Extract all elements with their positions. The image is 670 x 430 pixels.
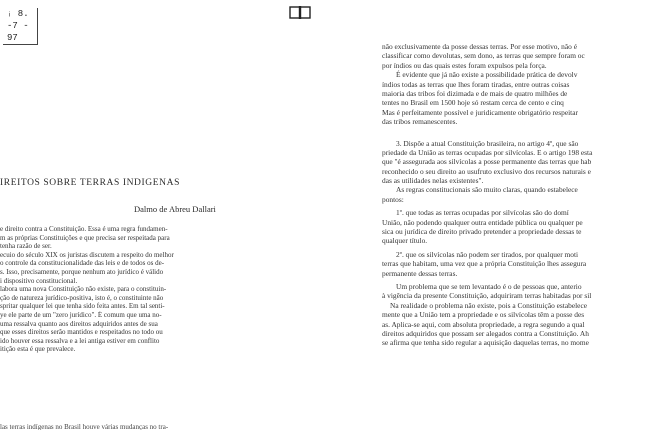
text-line: maioria das tribos foi dizimada e de mais de quatro milhões de xyxy=(382,88,568,98)
text-line: mente que a União tem a propriedade e os silvícolas têm a posse des xyxy=(382,310,585,320)
stamp-line: -7 - xyxy=(7,21,29,31)
text-line: priedade da União as terras ocupadas por silvícolas. E o artigo 198 esta xyxy=(382,147,593,157)
text-line: 2º. que os silvícolas não podem ser tirados, por qualquer moti xyxy=(396,249,579,259)
right-page xyxy=(360,0,670,430)
text-line: labora uma nova Constituição não existe, para o constituin- xyxy=(0,285,167,294)
text-line: ecuio do século XIX os juristas discutem a respeito do melhor xyxy=(0,250,174,259)
text-line: m as próprias Constituições e que precisa ser respeitada para xyxy=(0,233,170,242)
text-line: as. Aplica-se aqui, com absoluta propriedade, a regra segundo a qual xyxy=(382,319,585,329)
binding-mark xyxy=(289,6,311,20)
text-line: sica ou jurídica de direito privado pretender a propriedade dessas te xyxy=(382,227,582,237)
left-body-text xyxy=(0,225,300,354)
text-line: Na realidade o problema não existe, pois a Constituição estabelece xyxy=(390,300,588,310)
text-line: tenha razão de ser. xyxy=(0,242,52,251)
text-line: direitos adquiridos que possam ser alegados contra a Constituição. Ah xyxy=(382,328,589,338)
text-line: permanente dessas terras. xyxy=(382,268,458,278)
paragraph-gap xyxy=(382,127,670,139)
text-line: que esses direitos serão mantidos e respeitados no todo ou xyxy=(0,328,163,337)
text-line: Um problema que se tem levantado é o de pessoas que, anterio xyxy=(396,281,582,291)
text-line: o controle da constitucionalidade das leis e de todos os de- xyxy=(0,259,165,268)
text-line: uma ressalva quanto aos direitos adquiridos antes de sua xyxy=(0,319,158,328)
text-line: se afirma que tenha sido regular a aquisição daquelas terras, no mome xyxy=(382,338,589,348)
stamp-line: 97 xyxy=(7,33,18,43)
text-line: ção de natureza jurídico-positiva, isto é, o constituinte não xyxy=(0,293,164,302)
text-line: União, não podendo qualquer outra entidade pública ou qualquer pe xyxy=(382,217,583,227)
text-line: Mas é perfeitamente possível e juridicamente obrigatório respeitar xyxy=(382,107,578,117)
stamp-line: ᵢ 8. xyxy=(7,9,29,19)
text-line: As regras constitucionais são muito claras, quando estabelece xyxy=(396,185,578,195)
text-line: itição esta é que prevalece. xyxy=(0,345,76,354)
archive-stamp xyxy=(3,8,38,45)
article-author: Dalmo de Abreu Dallari xyxy=(134,204,216,214)
text-line: índios todas as terras que lhes foram tiradas, entre outras coisas xyxy=(382,79,570,89)
text-line: qualquer título. xyxy=(382,236,428,246)
text-line: não exclusivamente da posse dessas terras. Por esse motivo, não é xyxy=(382,42,577,51)
text-line: reconhecido o seu direito ao usufruto exclusivo dos recursos naturais e xyxy=(382,166,591,176)
left-page xyxy=(0,0,300,430)
text-line: e direito contra a Constituição. Essa é uma regra fundamen- xyxy=(0,225,168,233)
text-line: ye ele parte de um "zero jurídico". É comum que uma no- xyxy=(0,310,162,319)
text-line: ido houver essa ressalva e a lei antiga estiver em conflito xyxy=(0,336,160,345)
text-line: classificar como devolutas, sem dono, as terras que sempre foram oc xyxy=(382,51,585,61)
text-line: pontos: xyxy=(382,194,404,204)
text-line: por índios ou das quais estes foram expulsos pela força. xyxy=(382,60,547,70)
right-body-text xyxy=(382,42,670,348)
article-title: IREITOS SOBRE TERRAS INDIGENAS xyxy=(0,178,180,188)
text-line: das as utilidades nelas existentes". xyxy=(382,176,484,186)
text-line: 3. Dispõe a atual Constituição brasileira, no artigo 4º, que são xyxy=(396,138,579,148)
left-footer-line: las terras indígenas no Brasil houve várias mudanças no tra- xyxy=(0,423,169,430)
text-line: spritar qualquer lei que tenha sido feita antes. Em tal senti- xyxy=(0,302,165,311)
text-line: 1º. que todas as terras ocupadas por silvícolas são do domí xyxy=(396,208,569,218)
text-line: terras que habitam, uma vez que a própria Constituição lhes assegura xyxy=(382,259,587,269)
text-line: i dispositivo constitucional. xyxy=(0,276,78,285)
text-line: tentes no Brasil em 1500 hoje só restam cerca de cento e cinq xyxy=(382,98,564,108)
text-line: das tribos remanescentes. xyxy=(382,117,458,127)
text-line: à vigência da presente Constituição, adquiriram terras habitadas por sil xyxy=(382,291,592,301)
text-line: que "é assegurada aos silvícolas a posse permanente das terras que hab xyxy=(382,157,592,167)
text-line: É evidente que já não existe a possibilidade prática de devolv xyxy=(396,70,578,80)
text-line: s. Isso, precisamente, porque nenhum ato jurídico é válido xyxy=(0,267,164,276)
